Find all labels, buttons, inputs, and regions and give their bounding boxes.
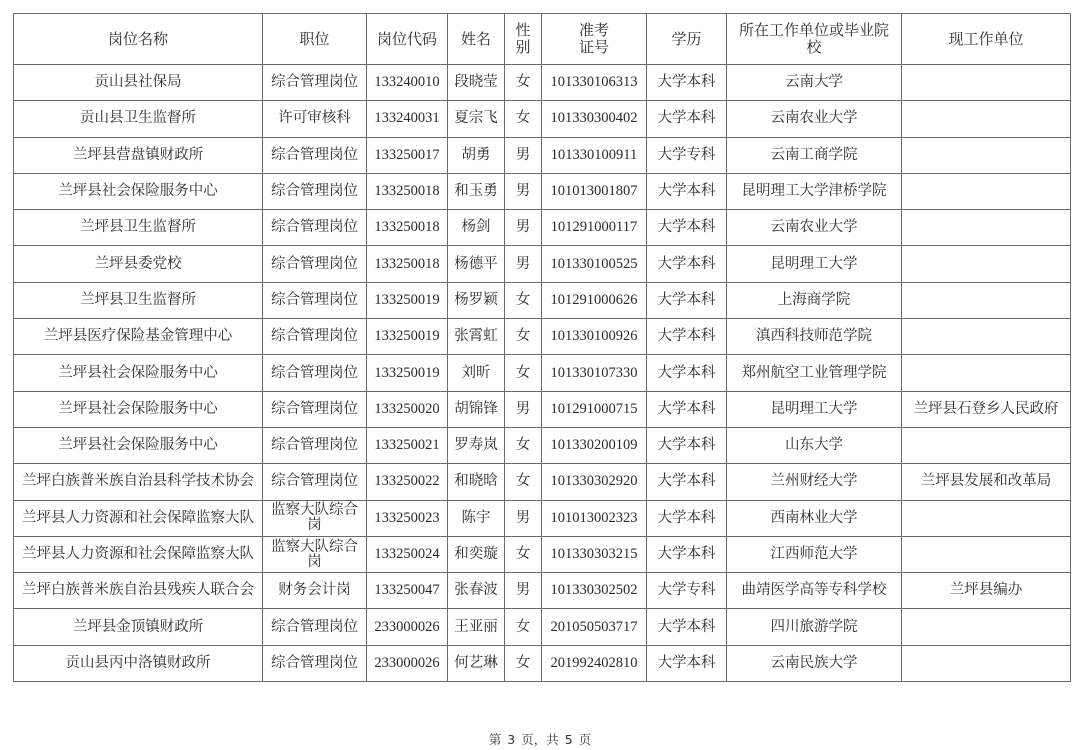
cell-education: 大学本科 [647,101,727,137]
cell-unit: 兰坪县金顶镇财政所 [14,609,263,645]
cell-school: 云南农业大学 [727,101,902,137]
cell-exam-id: 101330106313 [542,65,647,101]
cell-code: 133250017 [367,137,448,173]
header-code: 岗位代码 [367,14,448,65]
cell-gender: 女 [505,282,542,318]
cell-code: 133250020 [367,391,448,427]
cell-gender: 男 [505,137,542,173]
cell-position: 综合管理岗位 [263,464,367,500]
cell-code: 133250047 [367,573,448,609]
header-position: 职位 [263,14,367,65]
cell-code: 233000026 [367,609,448,645]
cell-position: 综合管理岗位 [263,609,367,645]
cell-school: 上海商学院 [727,282,902,318]
cell-education: 大学本科 [647,500,727,536]
cell-code: 133240010 [367,65,448,101]
header-current-unit: 现工作单位 [902,14,1071,65]
cell-name: 陈宇 [448,500,505,536]
cell-exam-id: 101330300402 [542,101,647,137]
cell-current-unit [902,609,1071,645]
cell-school: 云南民族大学 [727,645,902,681]
footer-mid: 页，共 [521,732,559,747]
table-row [14,173,1071,209]
table-row [14,645,1071,681]
cell-position: 综合管理岗位 [263,427,367,463]
cell-education: 大学本科 [647,464,727,500]
header-gender: 性 别 [505,14,542,65]
cell-gender: 男 [505,210,542,246]
cell-exam-id: 101330302502 [542,573,647,609]
cell-current-unit: 兰坪县发展和改革局 [902,464,1071,500]
table-body [14,65,1071,682]
cell-unit: 兰坪县卫生监督所 [14,210,263,246]
cell-name: 胡勇 [448,137,505,173]
table-row [14,319,1071,355]
cell-school: 兰州财经大学 [727,464,902,500]
cell-exam-id: 101291000626 [542,282,647,318]
cell-code: 233000026 [367,645,448,681]
table-row [14,391,1071,427]
cell-current-unit [902,645,1071,681]
cell-exam-id: 201050503717 [542,609,647,645]
cell-code: 133250018 [367,246,448,282]
cell-exam-id: 101330107330 [542,355,647,391]
header-row [14,14,1071,65]
cell-exam-id: 101330200109 [542,427,647,463]
cell-code: 133250019 [367,355,448,391]
cell-current-unit [902,319,1071,355]
cell-gender: 男 [505,500,542,536]
cell-school: 昆明理工大学津桥学院 [727,173,902,209]
cell-exam-id: 101291000715 [542,391,647,427]
cell-code: 133240031 [367,101,448,137]
cell-current-unit: 兰坪县编办 [902,573,1071,609]
cell-education: 大学本科 [647,427,727,463]
table-row [14,246,1071,282]
cell-unit: 兰坪县社会保险服务中心 [14,427,263,463]
cell-gender: 女 [505,101,542,137]
cell-gender: 男 [505,391,542,427]
cell-current-unit: 兰坪县石登乡人民政府 [902,391,1071,427]
table-row [14,210,1071,246]
cell-name: 何艺琳 [448,645,505,681]
table-row [14,500,1071,536]
cell-exam-id: 101013001807 [542,173,647,209]
page-footer [0,730,1080,748]
footer-prefix: 第 [488,732,502,747]
cell-gender: 男 [505,573,542,609]
cell-unit: 贡山县卫生监督所 [14,101,263,137]
cell-exam-id: 101330303215 [542,536,647,572]
cell-unit: 兰坪县委党校 [14,246,263,282]
cell-position: 综合管理岗位 [263,319,367,355]
cell-unit: 兰坪白族普米族自治县残疾人联合会 [14,573,263,609]
cell-gender: 女 [505,65,542,101]
cell-unit: 兰坪县社会保险服务中心 [14,391,263,427]
cell-name: 和晓晗 [448,464,505,500]
cell-current-unit [902,210,1071,246]
cell-unit: 兰坪县社会保险服务中心 [14,173,263,209]
cell-position: 财务会计岗 [263,573,367,609]
table-row [14,464,1071,500]
cell-name: 和奕璇 [448,536,505,572]
cell-gender: 女 [505,464,542,500]
cell-school: 云南农业大学 [727,210,902,246]
cell-education: 大学本科 [647,65,727,101]
cell-name: 王亚丽 [448,609,505,645]
cell-current-unit [902,173,1071,209]
cell-unit: 兰坪县人力资源和社会保障监察大队 [14,500,263,536]
cell-name: 胡锦锋 [448,391,505,427]
cell-current-unit [902,282,1071,318]
cell-code: 133250022 [367,464,448,500]
cell-current-unit [902,101,1071,137]
cell-school: 曲靖医学高等专科学校 [727,573,902,609]
header-school: 所在工作单位或毕业院 校 [727,14,902,65]
cell-position: 监察大队综合岗 [263,536,367,572]
cell-education: 大学本科 [647,645,727,681]
cell-name: 杨罗颖 [448,282,505,318]
cell-school: 昆明理工大学 [727,391,902,427]
cell-unit: 兰坪白族普米族自治县科学技术协会 [14,464,263,500]
cell-exam-id: 101330100926 [542,319,647,355]
cell-exam-id: 101291000117 [542,210,647,246]
total-pages-number: 5 [564,732,573,747]
table-row [14,282,1071,318]
cell-school: 四川旅游学院 [727,609,902,645]
cell-position: 综合管理岗位 [263,137,367,173]
table-row [14,609,1071,645]
cell-unit: 兰坪县营盘镇财政所 [14,137,263,173]
cell-exam-id: 101013002323 [542,500,647,536]
cell-unit: 贡山县丙中洛镇财政所 [14,645,263,681]
cell-name: 杨德平 [448,246,505,282]
cell-school: 昆明理工大学 [727,246,902,282]
cell-education: 大学本科 [647,173,727,209]
cell-education: 大学本科 [647,210,727,246]
cell-school: 郑州航空工业管理学院 [727,355,902,391]
cell-gender: 女 [505,319,542,355]
table-row [14,101,1071,137]
cell-education: 大学本科 [647,355,727,391]
cell-name: 张霄虹 [448,319,505,355]
header-unit: 岗位名称 [14,14,263,65]
cell-position: 综合管理岗位 [263,355,367,391]
cell-school: 滇西科技师范学院 [727,319,902,355]
cell-gender: 女 [505,355,542,391]
cell-name: 段晓莹 [448,65,505,101]
cell-education: 大学本科 [647,319,727,355]
cell-school: 云南大学 [727,65,902,101]
cell-education: 大学专科 [647,137,727,173]
cell-current-unit [902,427,1071,463]
cell-name: 和玉勇 [448,173,505,209]
cell-name: 夏宗飞 [448,101,505,137]
cell-unit: 兰坪县社会保险服务中心 [14,355,263,391]
table-row [14,137,1071,173]
cell-education: 大学本科 [647,609,727,645]
cell-education: 大学本科 [647,536,727,572]
cell-education: 大学本科 [647,391,727,427]
cell-exam-id: 101330302920 [542,464,647,500]
cell-code: 133250018 [367,173,448,209]
cell-position: 监察大队综合岗 [263,500,367,536]
cell-exam-id: 101330100911 [542,137,647,173]
cell-exam-id: 101330100525 [542,246,647,282]
cell-unit: 兰坪县人力资源和社会保障监察大队 [14,536,263,572]
candidate-table [13,13,1071,682]
cell-gender: 男 [505,173,542,209]
table-row [14,65,1071,101]
current-page-number: 3 [507,732,516,747]
header-education: 学历 [647,14,727,65]
cell-current-unit [902,65,1071,101]
cell-gender: 女 [505,427,542,463]
cell-name: 张春波 [448,573,505,609]
cell-code: 133250018 [367,210,448,246]
cell-position: 综合管理岗位 [263,391,367,427]
cell-unit: 贡山县社保局 [14,65,263,101]
cell-code: 133250021 [367,427,448,463]
cell-education: 大学本科 [647,282,727,318]
header-name: 姓名 [448,14,505,65]
cell-position: 许可审核科 [263,101,367,137]
cell-gender: 女 [505,645,542,681]
cell-position: 综合管理岗位 [263,65,367,101]
cell-education: 大学专科 [647,573,727,609]
cell-name: 杨剑 [448,210,505,246]
footer-suffix: 页 [578,732,592,747]
cell-position: 综合管理岗位 [263,645,367,681]
cell-position: 综合管理岗位 [263,173,367,209]
cell-current-unit [902,536,1071,572]
cell-school: 山东大学 [727,427,902,463]
cell-exam-id: 201992402810 [542,645,647,681]
cell-position: 综合管理岗位 [263,282,367,318]
cell-school: 西南林业大学 [727,500,902,536]
cell-position: 综合管理岗位 [263,246,367,282]
cell-current-unit [902,246,1071,282]
cell-unit: 兰坪县医疗保险基金管理中心 [14,319,263,355]
cell-current-unit [902,500,1071,536]
cell-gender: 女 [505,536,542,572]
cell-name: 罗寿岚 [448,427,505,463]
cell-code: 133250019 [367,319,448,355]
cell-code: 133250024 [367,536,448,572]
header-exam-id: 准考 证号 [542,14,647,65]
table-row [14,355,1071,391]
table-row [14,536,1071,572]
cell-code: 133250023 [367,500,448,536]
cell-gender: 男 [505,246,542,282]
cell-position: 综合管理岗位 [263,210,367,246]
cell-current-unit [902,355,1071,391]
table-row [14,427,1071,463]
cell-school: 云南工商学院 [727,137,902,173]
cell-code: 133250019 [367,282,448,318]
cell-school: 江西师范大学 [727,536,902,572]
cell-current-unit [902,137,1071,173]
cell-name: 刘昕 [448,355,505,391]
cell-unit: 兰坪县卫生监督所 [14,282,263,318]
table-row [14,573,1071,609]
cell-gender: 女 [505,609,542,645]
cell-education: 大学本科 [647,246,727,282]
